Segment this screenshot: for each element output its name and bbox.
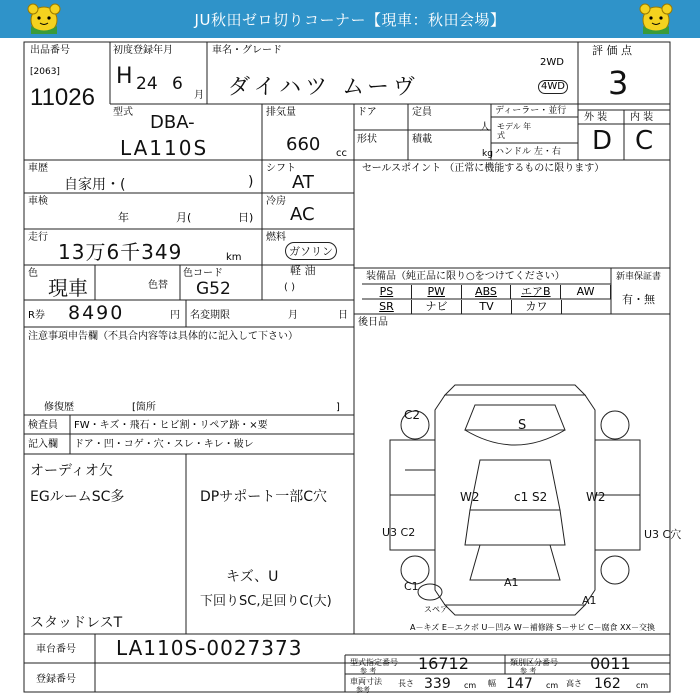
car-name-label: 車名・グレード [212,45,282,56]
type-designation-value: 16712 [418,654,469,673]
drive-2wd: 2WD [540,57,564,68]
equipment-item: エアB [511,285,561,299]
category-number-sub: 参 考 [520,667,537,675]
entry-label: 記入欄 [28,439,58,450]
inspection-year: 年 [118,211,129,224]
color-code-label: 色コード [183,268,223,279]
shift-label: シフト [266,163,296,174]
dealer-label: ディーラー・並行 [495,106,567,116]
model-line2: LA110S [120,136,209,160]
width-value: 147 [506,676,533,692]
inspector-items: FW・キズ・飛石・ヒビ割・リペア跡・×要 [74,420,268,431]
mileage-label: 走行 [28,232,48,243]
length-label: 長さ [398,679,414,688]
person-unit: 人 [480,122,490,133]
note-scratch: キズ、U [226,569,279,585]
model-label: 型式 [113,107,133,118]
note-tires: スタッドレスT [30,615,123,631]
mark-s-roof: S [518,418,527,433]
interior-grade: C [635,126,654,156]
warranty-label: 新車保証書 [616,272,662,282]
equipment-item: ABS [462,285,512,299]
mark-a1-right: A1 [582,594,597,607]
equipment-item: TV [462,300,512,314]
equipment-item: AW [561,285,611,299]
interior-label: 内 装 [630,112,654,123]
type-designation-sub: 参 考 [360,667,377,675]
exterior-label: 外 装 [584,112,608,123]
note-engine-room: EGルームSC多 [30,489,125,505]
mark-c1-spare: C1 [404,580,419,593]
repair-history-close: ] [336,402,340,413]
repair-history-value: [箇所 [132,402,156,413]
notes-label: 注意事項申告欄（不具合内容等は具体的に記入して下さい） [28,331,298,342]
recycle-label: R券 [28,310,45,321]
color-label: 色 [28,268,38,279]
color-value: 現車 [48,276,88,300]
equipment-item: ナビ [412,300,462,314]
ac-value: AC [290,204,315,225]
rear-seat-label: 後日品 [358,317,388,328]
car-name-value: ダイハツ ムーヴ [228,75,420,100]
shape-label: 形状 [357,134,377,145]
model-year-label: モデル 年式 [497,122,532,140]
damage-legend: A－キズ E－エクボ U－凹み W－補修跡 S－サビ C－腐食 XX－交換 [410,623,656,632]
first-registration-year: 24 [136,74,158,94]
history-close: ) [248,174,254,190]
grade-value: 3 [608,64,629,102]
equipment-item: SR [362,300,412,314]
category-number-value: 0011 [590,654,631,673]
color-change-label: 色替 [148,280,168,291]
equipment-label: 装備品（純正品に限り○をつけてください） [366,271,565,282]
fuel-other: ( ) [284,282,295,293]
month-unit: 月 [194,90,204,101]
dimensions-label: 車両寸法 [350,677,382,686]
capacity-label: 定員 [412,107,432,118]
entry-items: ドア・凹・コゲ・穴・スレ・キレ・破レ [74,439,254,450]
first-registration-month: 6 [172,74,183,94]
mileage-unit: km [226,252,242,263]
recycle-unit: 円 [170,310,180,321]
equipment-item: PW [412,285,462,299]
spare-label: スペア [424,605,448,614]
grade-label: 評 価 点 [592,44,632,57]
inspection-label: 車検 [28,196,48,207]
inspection-month: 月( [176,211,192,224]
mileage-value: 13万6千349 [58,240,183,264]
note-door-support: DPサポート一部C穴 [200,489,327,505]
displacement-value: 660 [286,134,321,155]
equipment-row-1 [362,285,611,299]
drive-4wd: 4WD [538,80,568,94]
chassis-label: 車台番号 [36,644,76,655]
page-title: JU秋田ゼロ切りコーナー【現車：秋田会場】 [194,11,506,29]
lot-sub-number: [2063] [30,67,60,77]
recycle-value: 8490 [68,302,125,324]
door-label: ドア [357,107,377,118]
height-unit: cm [636,681,649,690]
mark-c2-top: C2 [404,408,421,422]
fuel-gasoline: ガソリン [285,242,337,260]
height-label: 高さ [566,679,582,688]
fuel-label: 燃料 [266,232,286,243]
name-change-month: 月 [288,310,298,321]
equipment-item: カワ [512,300,562,314]
mark-a1-left: A1 [504,576,519,589]
handle-label: ハンドル 左・右 [495,147,561,157]
ac-label: 冷房 [266,196,286,207]
displacement-label: 排気量 [266,107,296,118]
model-line1: DBA- [150,112,195,133]
sales-point-label: セールスポイント （正常に機能するものに限ります） [362,163,605,174]
length-value: 339 [424,676,451,692]
mark-c1-center: c1 S2 [514,490,548,504]
lot-number: 11026 [30,84,95,111]
first-registration-label: 初度登録年月 [113,45,173,56]
length-unit: cm [464,681,477,690]
mark-w2-left: W2 [460,490,480,504]
color-code-value: G52 [196,279,231,299]
equipment-item: PS [362,285,412,299]
inspection-day: 日) [238,211,254,224]
note-underbody: 下回りSC,足回りC(大) [200,594,332,609]
first-registration-era: H [116,64,133,89]
load-label: 積載 [412,134,432,145]
history-value: 自家用・( [64,177,126,193]
inspector-label: 検査員 [28,420,58,431]
mark-u3-right: U3 C穴 [644,528,682,541]
shift-value: AT [292,172,314,193]
warranty-value: 有・無 [622,293,655,306]
name-change-day: 日 [338,310,348,321]
exterior-grade: D [592,126,613,156]
chassis-value: LA110S-0027373 [116,636,303,660]
width-unit: cm [546,681,559,690]
fuel-diesel: 軽 油 [290,264,316,277]
dimensions-sub: 参考 [356,686,370,694]
displacement-unit: cc [336,148,347,159]
category-number-label: 類別区分番号 [510,658,558,667]
name-change-label: 名変期限 [190,310,230,321]
note-audio: オーディオ欠 [30,463,113,479]
type-designation-label: 型式指定番号 [350,658,398,667]
lot-number-label: 出品番号 [30,45,70,56]
width-label: 幅 [488,679,496,688]
registration-label: 登録番号 [36,674,76,685]
repair-history-label: 修復歴 [44,402,74,413]
mark-w2-right: W2 [586,490,606,504]
equipment-row-2 [362,300,562,314]
kg-unit: kg [482,149,493,159]
mark-u3-left: U3 C2 [382,526,416,539]
height-value: 162 [594,676,621,692]
history-label: 車歴 [28,163,48,174]
